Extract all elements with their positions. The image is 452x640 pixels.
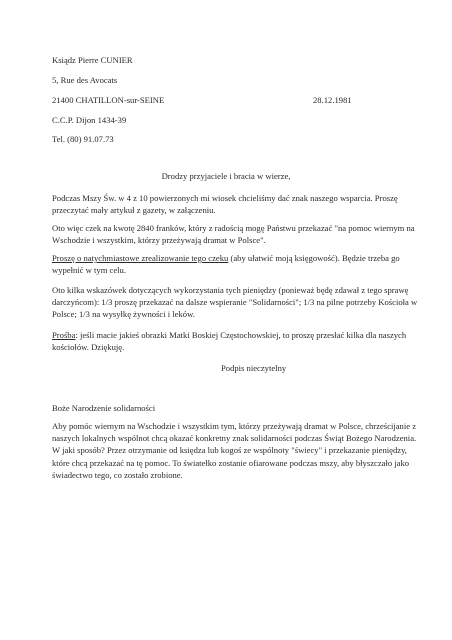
paragraph-4: Oto kilka wskazówek dotyczących wykorzystania tych pieniędzy (ponieważ będę zdawał z tego sprawę darczyńcom): 1/3 proszę przekazać na dalsze wspieranie "Solidarności"; 1/3 na pilne potrzeby Kościoła w Polsce; 1/3 na wysyłkę żywności i leków. (52, 285, 418, 320)
sender-ccp: C.C.P. Dijon 1434-39 (52, 115, 127, 125)
paragraph-3 (52, 252, 418, 276)
paragraph-3-text: (aby ułatwić moją księgowość). Będzie trzeba go wypełnić w tym celu. (52, 253, 400, 276)
section-title: Boże Narodzenie solidarności (52, 403, 156, 413)
paragraph-3-emphasis: Proszę o natychmiastowe zrealizowanie tego czeku (52, 253, 229, 263)
section-body: Aby pomóc wiernym na Wschodzie i wszystkim tym, którzy przeżywają dramat w Polsce, chrześcijanie z naszych lokalnych wspólnot chcą okazać konkretny znak solidarności podczas Świąt Bożego Narodzenia. W jaki sposób? Przez otrzymanie od księdza lub kogoś ze wspólnoty "świecy" i przekazanie pieniędzy, które chcą przekazać na tę pomoc. To światełko zostanie ofiarowane podczas mszy, aby błyszczało jako świadectwo tego, co zostało zrobione. (52, 421, 417, 480)
sender-phone: Tel. (80) 91.07.73 (52, 134, 114, 144)
letter-date: 28.12.1981 (313, 95, 352, 105)
paragraph-2: Oto więc czek na kwotę 2840 franków, który z radością mogę Państwu przekazać "na pomoc wiernym na Wschodzie i wszystkim, którzy przeżywają dramat w Polsce". (52, 223, 415, 246)
paragraph-5-text: : jeśli macie jakieś obrazki Matki Boskiej Częstochowskiej, to proszę przesłać kilka dla naszych kościołów. Dziękuję. (52, 330, 407, 353)
signature-note: Podpis nieczytelny (221, 363, 287, 373)
paragraph-5 (52, 329, 418, 353)
paragraph-1: Podczas Mszy Św. w 4 z 10 powierzonych mi wiosek chcieliśmy dać znak naszego wsparcia. Proszę przeczytać mały artykuł z gazety, w załączeniu. (52, 193, 398, 216)
sender-city: 21400 CHATILLON-sur-SEINE (52, 95, 165, 105)
paragraph-5-emphasis: Prośba (52, 330, 76, 340)
sender-name: Ksiądz Pierre CUNIER (52, 55, 133, 65)
sender-street: 5, Rue des Avocats (52, 75, 118, 85)
letter-greeting: Drodzy przyjaciele i bracia w wierze, (161, 171, 291, 181)
